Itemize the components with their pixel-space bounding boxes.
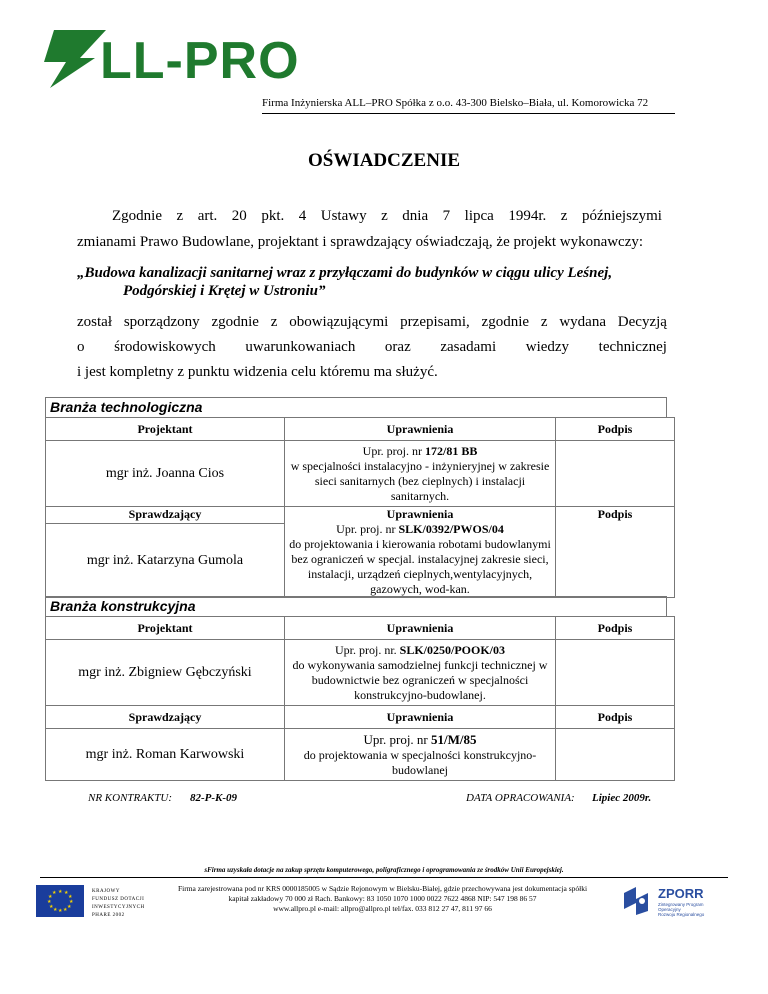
- intro-word: 4: [298, 208, 307, 224]
- intro-word: Zgodnie: [112, 208, 162, 224]
- zporr-title: ZPORR: [658, 886, 704, 901]
- statement-word: z: [270, 314, 278, 330]
- contract-label: NR KONTRAKTU:: [88, 792, 173, 804]
- sprawdzajacy-podpis-cell: [556, 729, 675, 781]
- eu-funding-note: sFirma uzyskała dotacje na zakup sprzętu komputerowego, poligraficznego i oprogramowania ze środków Unii Europejskiej.: [204, 866, 564, 874]
- date-value: Lipiec 2009r.: [592, 792, 652, 804]
- svg-text:★: ★: [64, 890, 69, 896]
- intro-word: Ustawy: [320, 208, 367, 224]
- statement-word: sporządzony: [123, 314, 200, 330]
- statement-word: przepisami,: [400, 314, 470, 330]
- header-sprawdzajacy: Sprawdzający: [46, 507, 285, 524]
- statement-word: technicznej: [598, 339, 667, 355]
- svg-text:★: ★: [48, 894, 53, 900]
- intro-word: 20: [231, 208, 247, 224]
- table-row: [46, 640, 675, 706]
- company-registration-info: Firma zarejestrowana pod nr KRS 0000185005 w Sądzie Rejonowym w Bielsku-Białej, gdzie przechowywana jest dokumentacja spółki kapitał zakładowy 70 000 zł Rach. Bankowy: 83 1050 1070 1000 0022 7622 4868 NIP: 547 198 86 57 www.allpro.pl e-mail: allpro@allpro.pl tel/fax. 033 812 27 47, 811 97 66: [177, 884, 588, 913]
- table-row: [46, 441, 675, 507]
- sprawdzajacy-uprawnienia: Upr. proj. nr 51/M/85 do projektowania w specjalności konstrukcyjno-budowlanej: [285, 729, 556, 781]
- statement-word: zasadami: [440, 339, 497, 355]
- header-uprawnienia: Uprawnienia: [285, 617, 556, 640]
- intro-word: 1994r.: [508, 208, 547, 224]
- table-row: [46, 729, 675, 781]
- statement-word: wiedzy: [525, 339, 570, 355]
- statement-line-2: [77, 339, 667, 356]
- intro-line-2: zmianami Prawo Budowlane, projektant i sprawdzający oświadczają, że projekt wykonawczy:: [77, 234, 644, 250]
- svg-text:★: ★: [49, 904, 54, 910]
- project-title: [77, 264, 612, 300]
- projektant-name: mgr inż. Zbigniew Gębczyński: [46, 640, 285, 706]
- section-title-technologiczna: Branża technologiczna: [45, 397, 667, 417]
- table-row: [46, 507, 675, 524]
- company-address-line: Firma Inżynierska ALL–PRO Spółka z o.o. 43-300 Bielsko–Biała, ul. Komorowicka 72: [262, 97, 649, 109]
- table-row: [46, 706, 675, 729]
- projektant-podpis-cell: [556, 441, 675, 507]
- intro-word: pkt.: [261, 208, 285, 224]
- header-uprawnienia-2: Uprawnienia: [285, 706, 556, 729]
- intro-word: późniejszymi: [581, 208, 662, 224]
- statement-word: o: [77, 339, 85, 355]
- statement-word: oraz: [384, 339, 411, 355]
- statement-line-1: [77, 314, 667, 331]
- header-podpis: Podpis: [556, 418, 675, 441]
- all-pro-logo: [40, 28, 350, 90]
- svg-text:★: ★: [47, 899, 52, 905]
- statement-word: zgodnie: [211, 314, 259, 330]
- header-podpis-2: Podpis: [556, 706, 675, 729]
- header-podpis: Podpis: [556, 617, 675, 640]
- contract-number: 82-P-K-09: [190, 792, 238, 804]
- projektant-name: mgr inż. Joanna Cios: [46, 441, 285, 507]
- svg-text:★: ★: [58, 908, 63, 914]
- header-divider: [262, 113, 675, 114]
- intro-word: lipca: [464, 208, 494, 224]
- svg-text:★: ★: [67, 904, 72, 910]
- projektant-uprawnienia: Upr. proj. nr. SLK/0250/POOK/03 do wykonywania samodzielnej funkcji technicznej w budownictwie bez ograniczeń w specjalności konstrukcyjno-budowlanej.: [285, 640, 556, 706]
- statement-word: obowiązującymi: [289, 314, 389, 330]
- fund-text: KRAJOWY FUNDUSZ DOTACJI INWESTYCYJNYCH PHARE 2002: [92, 889, 145, 918]
- sprawdzajacy-name: mgr inż. Roman Karwowski: [46, 729, 285, 781]
- projektant-podpis-cell: [556, 640, 675, 706]
- document-title: OŚWIADCZENIE: [307, 150, 461, 171]
- statement-word: z: [540, 314, 548, 330]
- statement-word: Decyzją: [617, 314, 667, 330]
- table-technologiczna: [45, 417, 675, 598]
- svg-text:★: ★: [52, 890, 57, 896]
- projektant-uprawnienia: Upr. proj. nr 172/81 BB w specjalności instalacyjno - inżynieryjnej w zakresie sieci sanitarnych (bez cieplnych) i instalacji sanitarnych.: [285, 441, 556, 507]
- footer-divider: [40, 877, 728, 878]
- intro-word: 7: [442, 208, 451, 224]
- zporr-subtitle: Zintegrowany Program Operacyjny Rozwoju Regionalnego: [658, 902, 705, 917]
- logo-text: LL-PRO: [100, 32, 300, 90]
- svg-text:★: ★: [68, 894, 73, 900]
- svg-text:★: ★: [69, 899, 74, 905]
- sprawdzajacy-uprawnienia: Uprawnienia Upr. proj. nr SLK/0392/PWOS/04 do projektowania i kierowania robotami budowlanymi bez ograniczeń w specjal. instalacyjnej zakresie sieci, instalacji, urządzeń cieplnych,wentylacyjnych, gazowych, wod-kan.: [285, 507, 556, 598]
- intro-word: dnia: [402, 208, 429, 224]
- date-label: DATA OPRACOWANIA:: [466, 792, 575, 804]
- project-title-line-1: „Budowa kanalizacji sanitarnej wraz z przyłączami do budynków w ciągu ulicy Leśnej,: [77, 265, 613, 281]
- table-konstrukcyjna: [45, 616, 675, 781]
- statement-word: wydana: [559, 314, 606, 330]
- statement-word: środowiskowych: [114, 339, 216, 355]
- header-projektant: Projektant: [46, 418, 285, 441]
- header-sprawdzajacy: Sprawdzający: [46, 706, 285, 729]
- statement-word: zgodnie: [481, 314, 530, 330]
- statement-line-3: i jest kompletny z punktu widzenia celu któremu ma służyć.: [77, 364, 438, 380]
- header-projektant: Projektant: [46, 617, 285, 640]
- sprawdzajacy-name: mgr inż. Katarzyna Gumola: [46, 523, 285, 597]
- intro-word: art.: [197, 208, 218, 224]
- statement-word: został: [77, 314, 112, 330]
- svg-text:★: ★: [58, 889, 63, 895]
- zporr-logo-icon: [620, 883, 656, 919]
- eu-flag-icon: [36, 885, 84, 917]
- header-podpis-2: Podpis: [556, 507, 675, 598]
- statement-word: uwarunkowaniach: [245, 339, 356, 355]
- section-title-konstrukcyjna: Branża konstrukcyjna: [45, 596, 667, 616]
- intro-word: z: [560, 208, 568, 224]
- svg-text:★: ★: [63, 907, 68, 913]
- intro-line-1: [112, 208, 662, 225]
- svg-text:★: ★: [53, 907, 58, 913]
- project-title-line-2: Podgórskiej i Krętej w Ustroniu”: [123, 283, 326, 299]
- intro-word: z: [176, 208, 184, 224]
- header-uprawnienia: Uprawnienia: [285, 418, 556, 441]
- intro-word: z: [381, 208, 388, 224]
